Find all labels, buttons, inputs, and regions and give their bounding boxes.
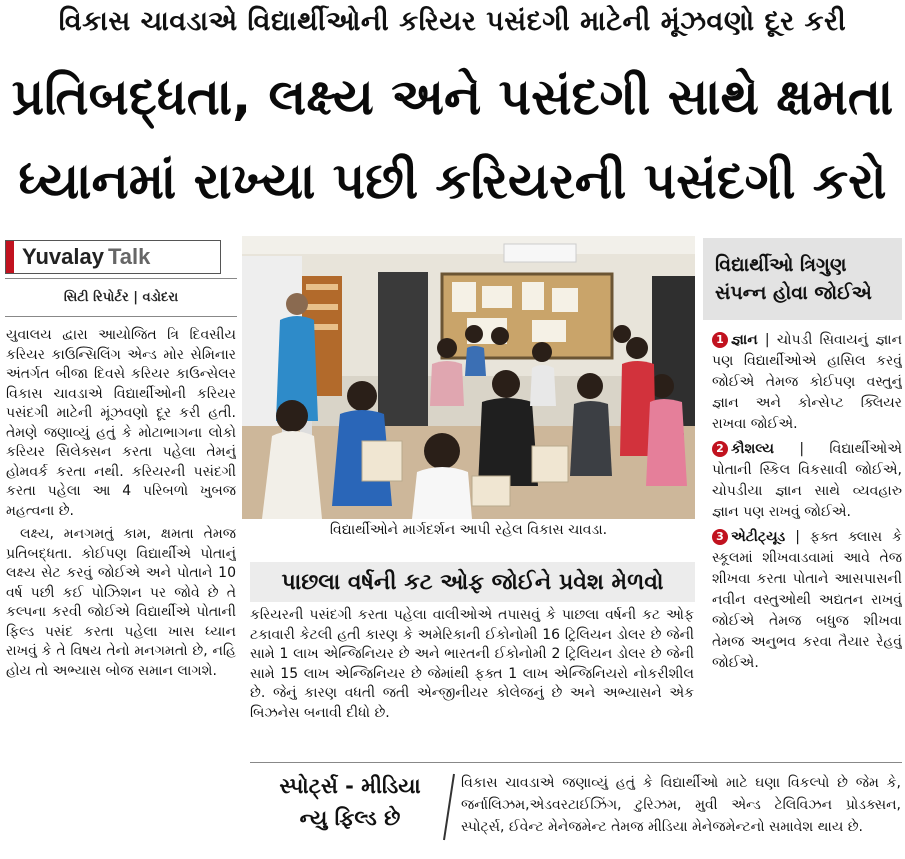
column-tag-name: Yuvalay: [22, 244, 104, 269]
tag-accent-bar: [6, 241, 14, 273]
sidebar-item-term: એટીટ્યૂડ: [731, 529, 786, 545]
sidebar-item: [712, 527, 902, 674]
sidebar-item-term: કૌશલ્ય: [731, 441, 775, 457]
column-tag: [5, 240, 221, 274]
number-badge: 3: [712, 529, 728, 545]
kicker-headline: વિકાસ ચાવડાએ વિદ્યાર્થીઓની કરિયર પસંદગી માટેની મૂંઝવણો દૂર કરી: [58, 6, 847, 37]
bottom-heading-line: સ્પોર્ટ્સ - મીડિયા: [279, 774, 421, 798]
byline: સિટી રિપોર્ટર | વડોદરા: [63, 290, 179, 305]
sidebar-item: [712, 439, 902, 523]
article-paragraph: લક્ષ્ય, મનગમતું કામ, ક્ષમતા તેમજ પ્રતિબદ્ધતા. કોઈપણ વિદ્યાર્થીએ પોતાનું લક્ષ્ય સેટ કરવું જોઈએ અને પોતાને 10 વર્ષ પછી કઈ પોઝિશન પર જોવે છે તે કલ્પના કરવી જોઈએ વિદ્યાર્થીએ પોતાની ફિલ્ડ પસંદ કરતા પહેલા ખાસ ધ્યાન રાખવું કે તે વિષય તેનો મનગમતો છે, નહિ હોય તો અભ્યાસ બોજ સમાન લાગશે.: [6, 526, 236, 679]
bottom-heading: [262, 770, 438, 834]
bottom-heading-line: ન્યુ ફિલ્ડ છે: [299, 806, 401, 830]
number-badge: 1: [712, 332, 728, 348]
divider: [250, 762, 902, 763]
divider: [5, 278, 237, 279]
photo-caption: વિદ્યાર્થીઓને માર્ગદર્શન આપી રહેલ વિકાસ ચાવડા.: [329, 522, 608, 538]
sidebar-heading-line: વિદ્યાર્થીઓ ત્રિગુણ: [715, 254, 847, 276]
sidebar-heading-line: સંપન્ન હોવા જોઈએ: [715, 282, 872, 304]
main-headline-line1: પ્રતિબદ્ધતા, લક્ષ્ય અને પસંદગી સાથે ક્ષમતા: [11, 68, 894, 126]
sidebar-item: [712, 330, 902, 435]
main-headline-line2: ધ્યાનમાં રાખ્યા પછી કરિયરની પસંદગી કરો: [18, 152, 887, 210]
sidebar-item-text: | ચોપડી સિવાયનું જ્ઞાન પણ વિદ્યાર્થીઓએ હાસિલ કરવું જોઈએ તેમજ કોઈપણ વસ્તુનું જ્ઞાન અને કોન્સેપ્ટ ક્લિયર રાખવા જોઈએ.: [712, 332, 902, 432]
article-paragraph: યુવાલય દ્વારા આયોજિત ત્રિ દિવસીય કરિયર કાઉન્સિલિંગ એન્ડ મોર સેમિનાર અંતર્ગત બીજા દિવસે કરિયર કાઉન્સેલર વિકાસ ચાવડાએ વિદ્યાર્થીઓની કરિયર પસંદગી માટેની મૂંઝવણો દૂર કરી હતી. તેમણે જણાવ્યું હતું કે મોટાભાગના લોકો કરિયર સિલેક્સન કરતા પહેલા તેમનું હોમવર્ક કરતા નથી. કરિયરની પસંદગી કરતા પહેલા આ 4 પરિબળો ખુબજ મહત્વના છે.: [6, 327, 236, 519]
bottom-article: વિકાસ ચાવડાએ જણાવ્યું હતું કે વિદ્યાર્થીઓ માટે ઘણા વિકલ્પો છે જેમ કે, જર્નાલિઝમ,એડવરટાઈઝિંગ, ટુરિઝમ, મુવી એન્ડ ટેલિવિઝન પ્રોડક્સન, સ્પોર્ટ્સ, ઈવેન્ટ મેનેજમેન્ટ તેમજ મીડિયા મેનેજમેન્ટનો સમાવેશ થાય છે.: [461, 775, 901, 835]
section-subhead: પાછલા વર્ષની કટ ઓફ જોઈને પ્રવેશ મેળવો: [250, 562, 695, 602]
left-article: [6, 326, 236, 856]
number-badge: 2: [712, 441, 728, 457]
column-tag-suffix: Talk: [107, 244, 151, 269]
sidebar-heading: [703, 238, 902, 320]
seminar-photo: [242, 236, 695, 519]
mid-article: કરિયરની પસંદગી કરતા પહેલા વાલીઓએ તપાસવું કે પાછલા વર્ષની કટ ઓફ ટકાવારી કેટલી હતી કારણ કે અમેરિકાની ઈકોનોમી 16 ટ્રિલિયન ડોલર છે જેની સામે 1 લાખ એન્જિનિયર છે અને ભારતની ઈકોનોમી 2 ટ્રિલિયન ડોલર છે જેની સામે 15 લાખ એન્જિનિયર છે જેમાંથી ફક્ત 1 લાખ એન્જિનિયરો નોકરીશીલ છે. જેનું કારણ વધતી જતી એન્જીનીયર કોલેજનું છે અને અભ્યાસને એક બિઝનેસ બનાવી દીધો છે.: [250, 607, 694, 721]
sidebar-item-text: | ફક્ત ક્લાસ કે સ્કૂલમાં શીખવાડવામાં આવે તેજ શીખવા કરતા પોતાને આસપાસની નવીન વસ્તુઓથી અદ્યતન રાખવું જોઈએ તેમજ બધુજ શીખવા તેમજ અનુભવ કરવા તૈયાર રેહવું જોઈએ.: [712, 529, 902, 671]
sidebar-item-text: | વિદ્યાર્થીઓએ પોતાની સ્કિલ વિકસાવી જોઈએ, ચોપડીયા જ્ઞાન સાથે વ્યવહારુ જ્ઞાન પણ રાખવું જોઈએ.: [712, 441, 902, 520]
divider: [5, 316, 237, 317]
sidebar-body: [712, 330, 902, 760]
slash-divider: [440, 772, 458, 842]
sidebar-item-term: જ્ઞાન: [731, 332, 758, 348]
